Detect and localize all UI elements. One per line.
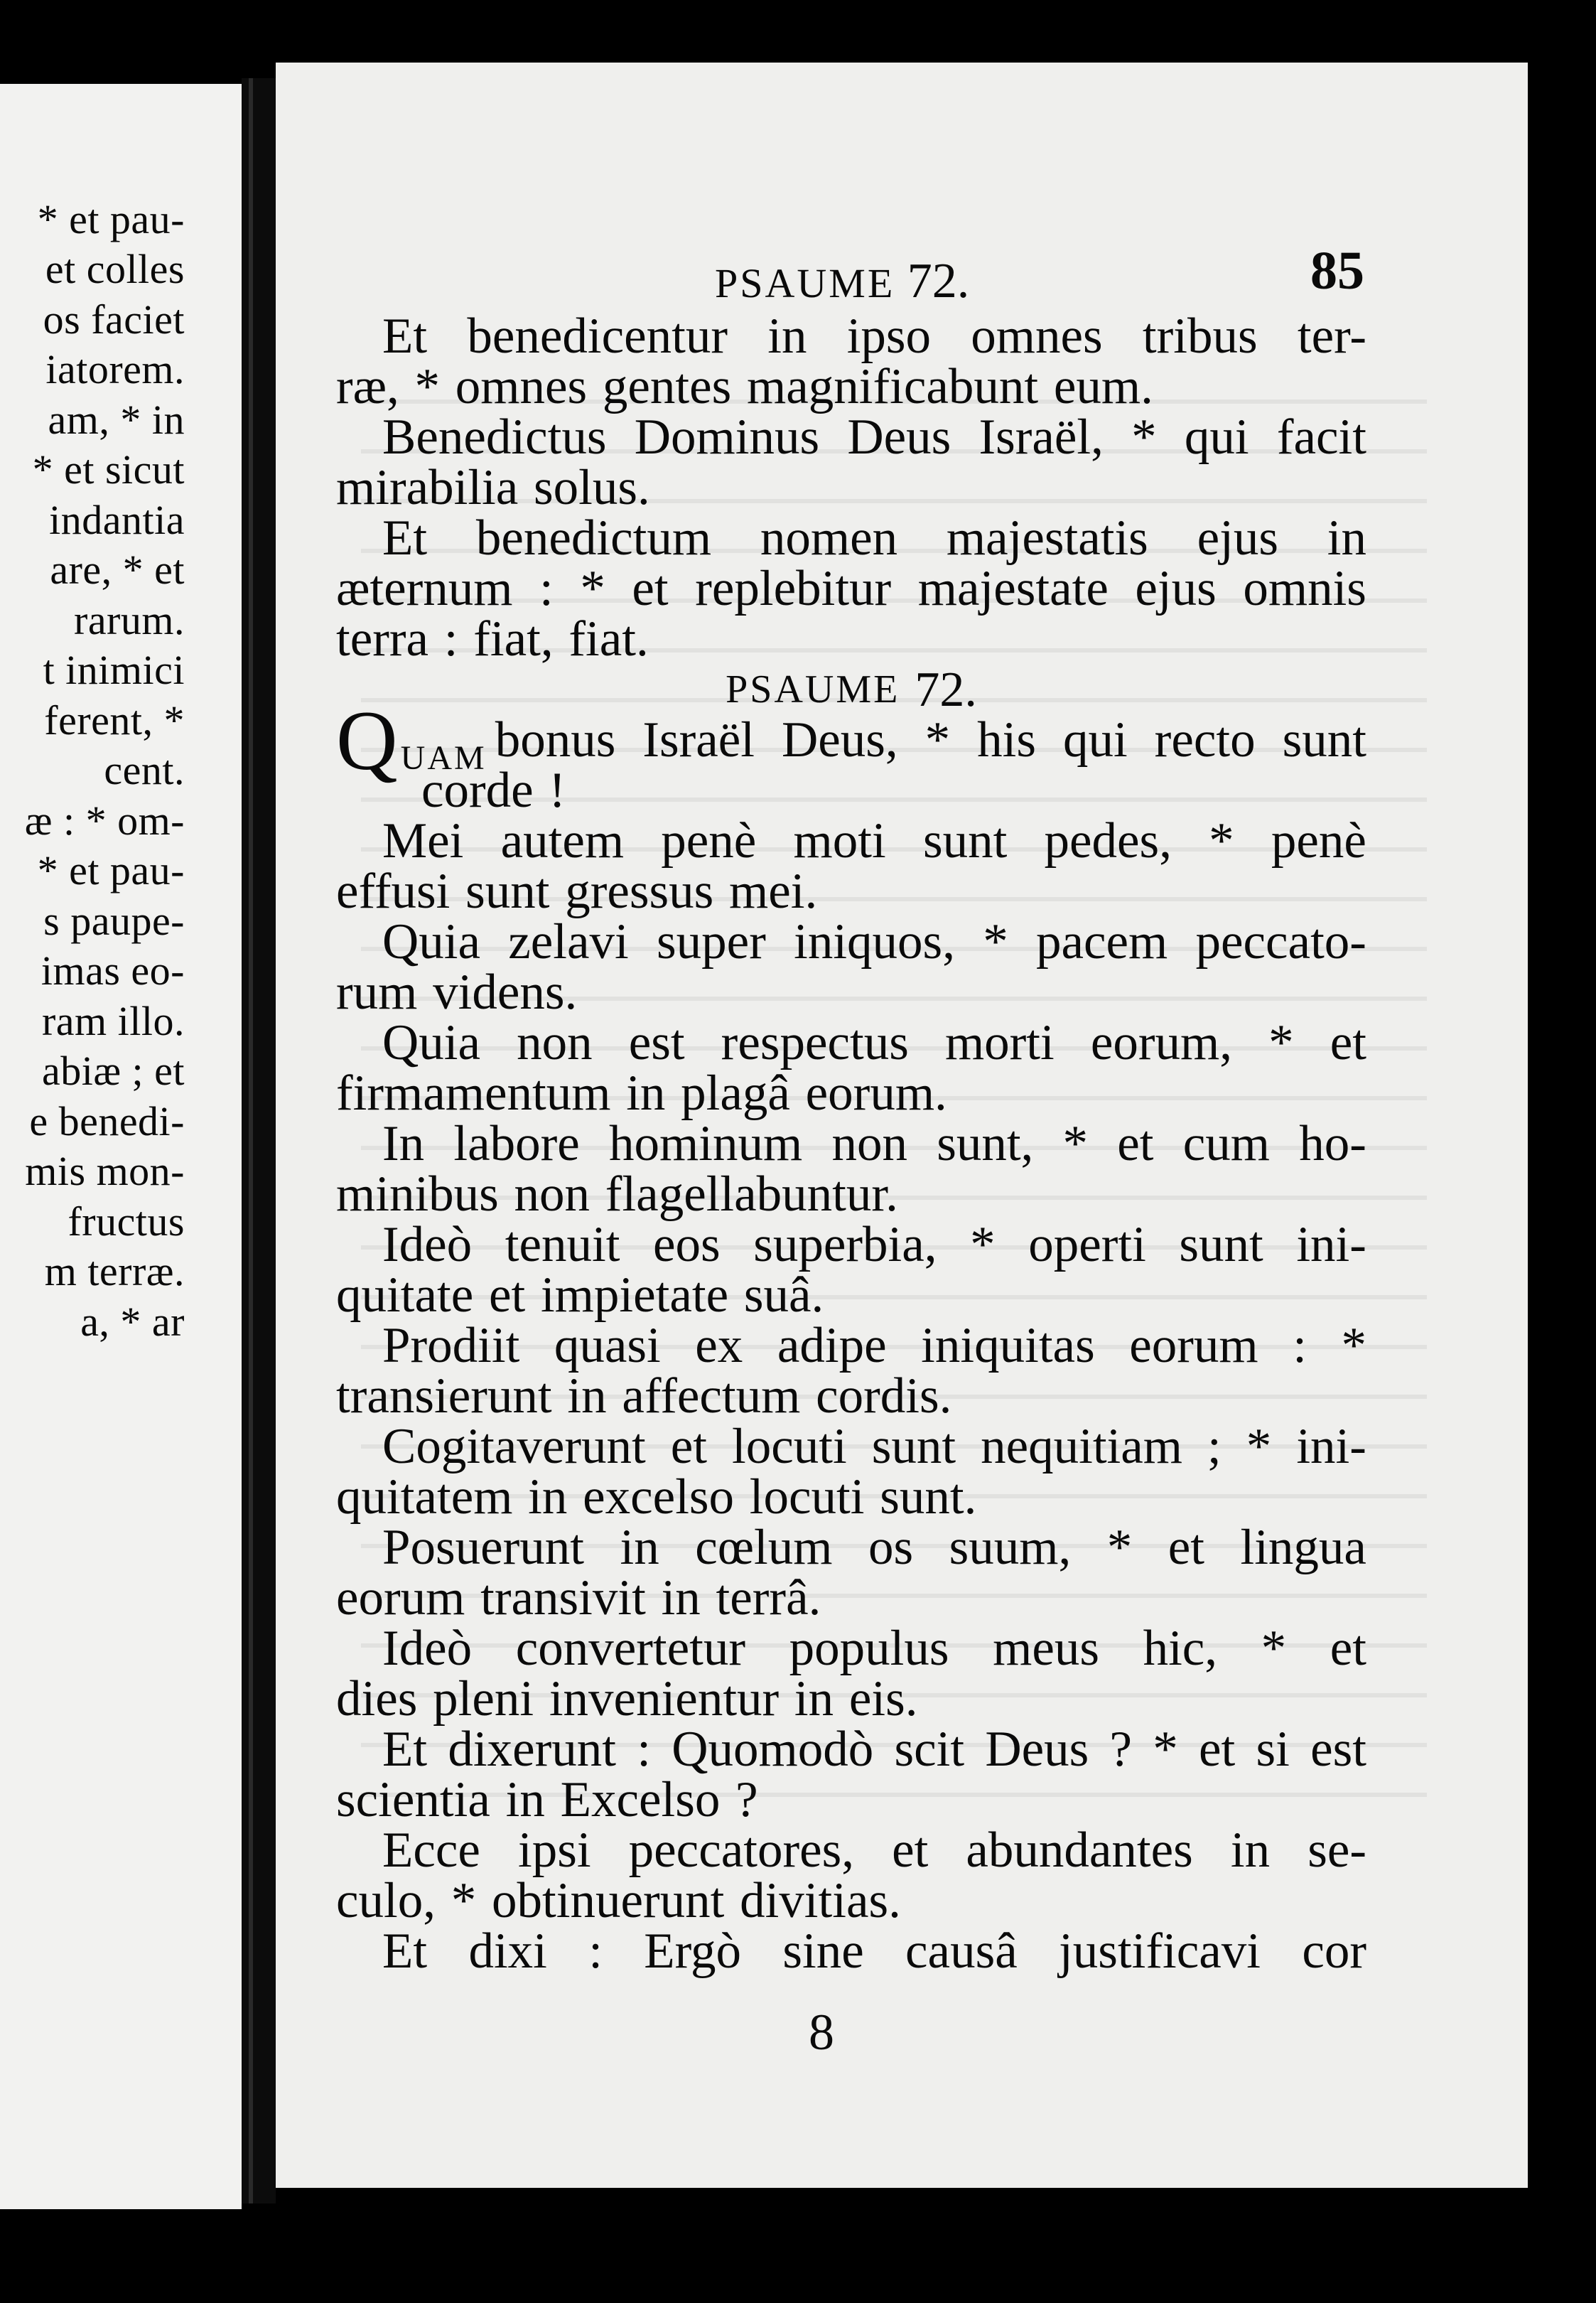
text-line: Quia zelavi super iniquos, * pacem peccato- [382, 914, 1366, 970]
book-gutter [242, 78, 276, 2203]
text-line: Prodiit quasi ex adipe iniquitas eorum : * [382, 1318, 1366, 1373]
running-title [715, 253, 969, 310]
left-page-line: et colles [45, 246, 185, 292]
left-page-line [0, 148, 242, 190]
text-line: Cogitaverunt et locuti sunt nequitiam ; * ini- [382, 1419, 1366, 1474]
text-line: terra : fiat, fiat. [336, 611, 649, 667]
left-page-line: fructus [68, 1198, 185, 1245]
text-line: transierunt in affectum cordis. [336, 1368, 952, 1424]
spine-edge [249, 78, 253, 2203]
text-line: In labore hominum non sunt, * et cum ho- [382, 1116, 1366, 1171]
text-line: æternum : * et replebitur majestate ejus omnis [336, 561, 1366, 616]
text-line: Quia non est respectus morti eorum, * et [382, 1015, 1366, 1070]
text-line: Ecce ipsi peccatores, et abundantes in se- [382, 1822, 1366, 1878]
left-page-line: abiæ ; et [41, 1048, 185, 1094]
page-number: 85 [1310, 241, 1364, 301]
page-header [276, 240, 1528, 311]
dropcap-line: Q UAM bonus Israël Deus, * his qui recto sunt [336, 693, 1366, 788]
text-line: Posuerunt in cœlum os suum, * et lingua [382, 1520, 1366, 1575]
drop-capital: Q [336, 693, 398, 788]
text-line: Ideò convertetur populus meus hic, * et [382, 1621, 1366, 1676]
text-line: rum videns. [336, 965, 578, 1020]
left-page-line: cent. [104, 747, 185, 793]
left-page-line: imas eo- [41, 947, 185, 994]
text-line: eorum transivit in terrâ. [336, 1570, 821, 1626]
left-page-line: * et pau- [37, 195, 185, 242]
left-page-line: indantia [49, 496, 185, 543]
text-line: Et dixerunt : Quomodò scit Deus ? * et si est [382, 1722, 1366, 1777]
text-line: minibus non flagellabuntur. [336, 1166, 898, 1222]
text-line: Benedictus Dominus Deus Israël, * qui facit [382, 409, 1366, 465]
left-page-line: rarum. [74, 596, 185, 643]
text-line: scientia in Excelso ? [336, 1772, 758, 1827]
text-line: mirabilia solus. [336, 460, 650, 515]
left-page-line: a, * ar [80, 1298, 185, 1345]
left-page-line: mis mon- [25, 1148, 185, 1194]
left-page-line: are, * et [50, 547, 185, 593]
text-line: ræ, * omnes gentes magnificabunt eum. [336, 359, 1153, 414]
left-page-line: e benedi- [29, 1097, 185, 1144]
left-page-line: iatorem. [45, 346, 185, 392]
text-line: corde ! [421, 763, 566, 818]
left-facing-page [0, 84, 242, 2209]
text-line: Et benedicentur in ipso omnes tribus ter- [382, 308, 1366, 364]
running-title-word: PSAUME [715, 260, 895, 306]
text-line: Et benedictum nomen majestatis ejus in [382, 510, 1366, 566]
running-title-number: 72. [907, 254, 970, 308]
text-line: Et dixi : Ergò sine causâ justificavi cor [382, 1923, 1366, 1979]
left-page-line: s paupe- [43, 897, 185, 944]
left-page-line: ferent, * [44, 697, 185, 743]
left-page-line: os faciet [43, 296, 185, 343]
text-line: culo, * obtinuerunt divitias. [336, 1873, 901, 1928]
text-line: Mei autem penè moti sunt pedes, * penè [382, 813, 1366, 869]
psalm-text [336, 308, 1366, 1979]
text-line: quitatem in excelso locuti sunt. [336, 1469, 977, 1525]
right-page [276, 63, 1528, 2188]
text-line: dies pleni invenientur in eis. [336, 1671, 918, 1727]
signature-mark: 8 [809, 2004, 834, 2061]
psalm-heading: PSAUME 72. [726, 662, 977, 717]
left-page-line: t inimici [43, 647, 185, 693]
text-line: quitate et impietate suâ. [336, 1267, 824, 1323]
text-line: effusi sunt gressus mei. [336, 864, 818, 919]
left-page-line: am, * in [48, 396, 185, 443]
text-line: Ideò tenuit eos superbia, * operti sunt ini- [382, 1217, 1366, 1272]
left-page-line: æ : * om- [24, 797, 185, 844]
text-line: firmamentum in plagâ eorum. [336, 1065, 947, 1121]
left-page-line: * et pau- [37, 847, 185, 893]
left-page-line: * et sicut [32, 446, 185, 493]
left-page-line: m terræ. [44, 1248, 185, 1294]
left-page-line: ram illo. [41, 997, 185, 1044]
